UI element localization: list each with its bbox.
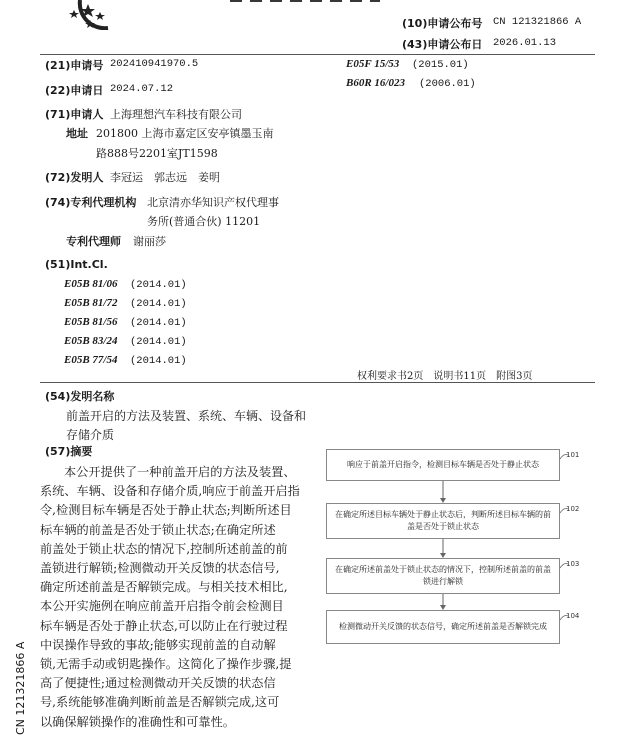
abstract-label: (57)摘要	[45, 445, 93, 458]
abstract-line: 前盖处于锁止状态的情况下,控制所述前盖的前	[40, 541, 288, 556]
intcl-date-right: (2006.01)	[419, 78, 476, 90]
intcl-code: E05B 77/54	[64, 354, 118, 366]
abstract-line: 标车辆的前盖是否处于锁止状态;在确定所述	[40, 522, 276, 537]
address-label: 地址	[66, 127, 88, 140]
page-counts: 权利要求书2页 说明书11页 附图3页	[357, 371, 533, 382]
intcl-code-right: B60R 16/023	[346, 77, 405, 89]
intcl-code-right: E05F 15/53	[346, 58, 400, 70]
app-date-value: 2024.07.12	[110, 83, 174, 95]
abstract-line: 盖锁进行解锁;检测微动开关反馈的状态信号,	[40, 561, 280, 575]
mid-rule	[40, 382, 595, 383]
pub-no-value: CN 121321866 A	[493, 16, 582, 28]
abstract-line: 号,系统能够准确判断前盖是否解锁完成,这可	[40, 695, 280, 710]
app-date-label: (22)申请日	[45, 84, 104, 97]
intcl-date: (2014.01)	[130, 279, 187, 291]
flow-step-number: 101	[566, 451, 580, 459]
header-rule	[40, 54, 595, 55]
flow-step-box: 在确定所述目标车辆处于静止状态后，判断所述目标车辆的前盖是否处于锁止状态	[326, 503, 560, 539]
intcl-date: (2014.01)	[130, 355, 187, 367]
intcl-date: (2014.01)	[130, 317, 187, 329]
intcl-code: E05B 81/56	[64, 316, 118, 328]
app-no-label: (21)申请号	[45, 59, 104, 72]
abstract-line: 系统、车辆、设备和存储介质,响应于前盖开启指	[40, 484, 300, 499]
abstract-line: 中误操作导致的事故;能够实现前盖的自动解	[40, 637, 276, 652]
abstract-line: 锁,无需手动或钥匙操作。这简化了操作步骤,提	[40, 657, 292, 671]
intcl-code: E05B 81/06	[64, 278, 118, 290]
national-emblem	[60, 0, 130, 30]
side-pub-number: CN 121321866 A	[14, 641, 27, 735]
agent-value: 谢丽莎	[133, 235, 166, 248]
inventor-value: 李冠运 郭志远 姜明	[110, 171, 220, 184]
inventor-label: (72)发明人	[45, 171, 104, 184]
flow-step-box: 响应于前盖开启指令，检测目标车辆是否处于静止状态	[326, 449, 560, 481]
flow-step-number: 104	[566, 612, 580, 620]
abstract-line: 本公开提供了一种前盖开启的方法及装置、	[64, 465, 296, 479]
flow-step-number: 102	[566, 505, 580, 513]
abstract-line: 高了便捷性;通过检测微动开关反馈的状态信	[40, 676, 276, 691]
intcl-label: (51)Int.Cl.	[45, 258, 108, 271]
header-banner-fragment	[230, 0, 380, 2]
applicant-label: (71)申请人	[45, 108, 104, 121]
intcl-date-right: (2015.01)	[412, 59, 469, 71]
intcl-code: E05B 83/24	[64, 335, 118, 347]
title-label: (54)发明名称	[45, 390, 115, 403]
abstract-line: 确定所述前盖是否解锁完成。与相关技术相比,	[40, 580, 288, 595]
app-no-value: 202410941970.5	[110, 58, 199, 70]
applicant-value: 上海理想汽车科技有限公司	[110, 108, 242, 121]
agency-line1: 北京清亦华知识产权代理事	[147, 196, 279, 209]
abstract-line: 以确保解锁操作的准确性和可靠性。	[40, 714, 235, 729]
abstract-line: 令,检测目标车辆是否处于静止状态;判断所述目	[40, 503, 292, 518]
title-line1: 前盖开启的方法及装置、系统、车辆、设备和	[66, 409, 307, 423]
intcl-date: (2014.01)	[130, 298, 187, 310]
pub-date-value: 2026.01.13	[493, 37, 557, 49]
address-line2: 路888号2201室JT1598	[96, 147, 218, 160]
flow-step-box: 检测微动开关反馈的状态信号，确定所述前盖是否解锁完成	[326, 610, 560, 644]
title-line2: 存储介质	[66, 428, 115, 442]
intcl-code: E05B 81/72	[64, 297, 118, 309]
abstract-line: 本公开实施例在响应前盖开启指令前会检测目	[40, 599, 284, 614]
abstract-line: 标车辆是否处于静止状态,可以防止在行驶过程	[40, 618, 288, 633]
intcl-date: (2014.01)	[130, 336, 187, 348]
flow-step-box: 在确定所述前盖处于锁止状态的情况下，控制所述前盖的前盖锁进行解锁	[326, 558, 560, 594]
address-line1: 201800 上海市嘉定区安亭镇墨玉南	[96, 127, 274, 140]
pub-no-label: (10)申请公布号	[402, 17, 483, 30]
agent-label: 专利代理师	[66, 235, 121, 248]
flow-step-number: 103	[566, 560, 580, 568]
agency-label: (74)专利代理机构	[45, 196, 137, 209]
pub-date-label: (43)申请公布日	[402, 38, 483, 51]
agency-line2: 务所(普通合伙) 11201	[147, 215, 261, 228]
